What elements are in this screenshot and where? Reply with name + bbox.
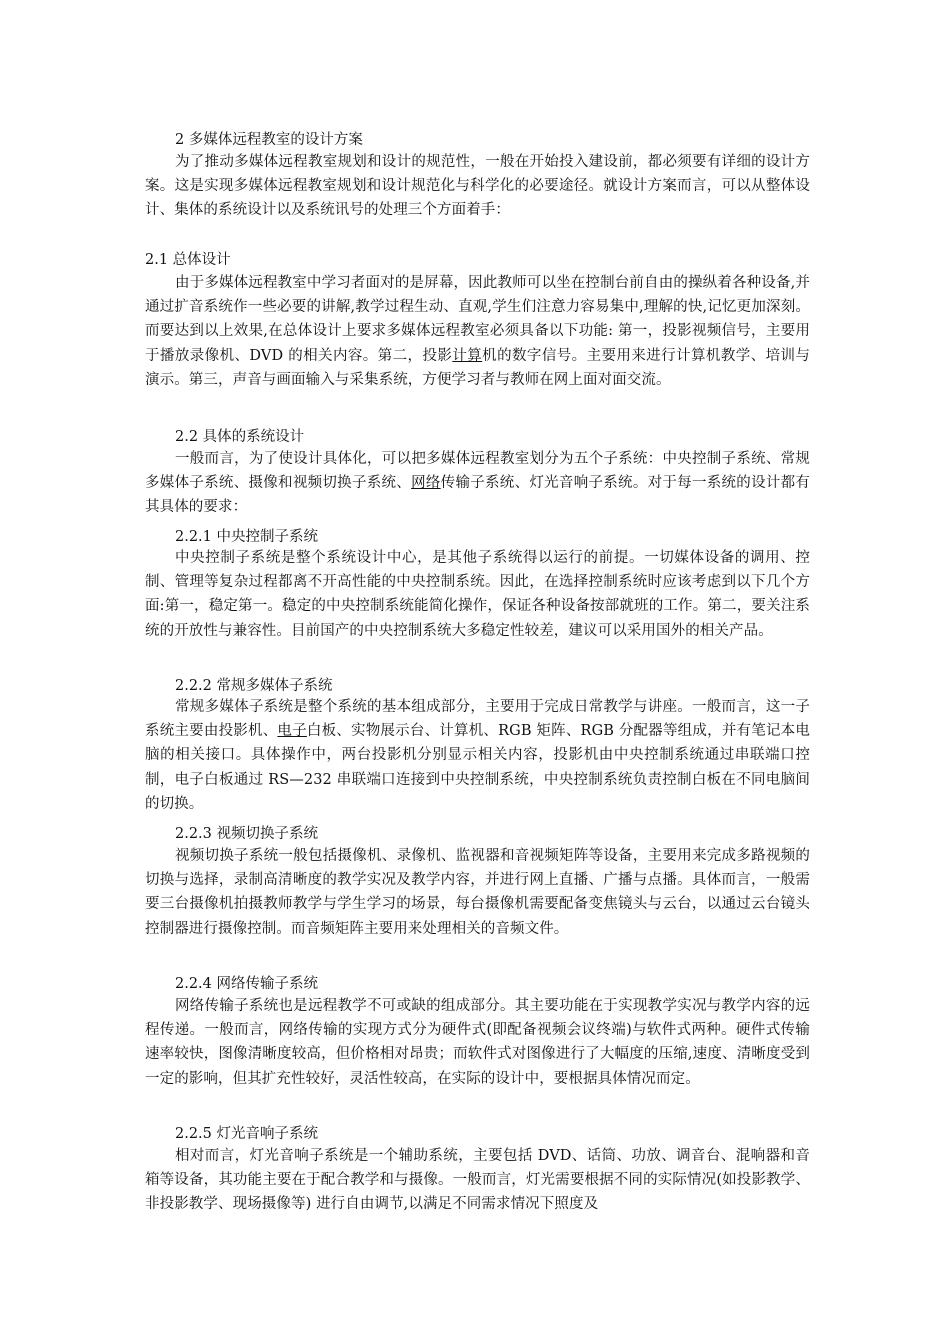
text-run: 机的数字信号。主要用来进行计算机教学、培训与演示。第三，声音与画面输入与采集系统，方便学习者与教师在网上面对面交流。 [145, 347, 811, 388]
section-2-2-5-paragraph: 相对而言，灯光音响子系统是一个辅助系统，主要包括 DVD、话筒、功放、调音台、混响器和音箱等设备，其功能主要在于配合教学和与摄像。一般而言，灯光需要根据不同的实际情况(如投影教学、非投影教学、现场摄像等) 进行自由调节,以满足不同需求情况下照度及 [145, 1148, 810, 1213]
section-2-2-5-heading: 2.2.5 灯光音响子系统 [175, 1126, 319, 1142]
section-2-2-4-paragraph: 网络传输子系统也是远程教学不可或缺的组成部分。其主要功能在于实现教学实况与教学内容的远程传递。一般而言，网络传输的实现方式分为硬件式(即配备视频会议终端)与软件式两种。硬件式传输速率较快，图像清晰度较高，但价格相对昂贵；而软件式对图像进行了大幅度的压缩,速度、清晰度受到一定的影响，但其扩充性较好，灵活性较高，在实际的设计中，要根据具体情况而定。 [145, 998, 810, 1087]
section-2-2-2-paragraph [145, 695, 810, 816]
section-2-2-3-heading: 2.2.3 视频切换子系统 [175, 826, 319, 842]
text-run: 白板、实物展示台、计算机、RGB 矩阵、RGB 分配器等组成，并有笔记本电脑的相关接口。具体操作中，两台投影机分别显示相关内容，投影机由中央控制系统通过串联端口控制，电子白板通过 RS—232 串联端口连接到中央控制系统，中央控制系统负责控制白板在不同电脑间的切换。 [145, 723, 810, 812]
text-run: 一般而言，为了使设计具体化，可以把多媒体远程教室划分为五个子系统：中央控制子系统、常规多媒体子系统、摄像和视频切换子系统、 [145, 451, 810, 492]
text-run: 常规多媒体子系统是整个系统的基本组成部分，主要用于完成日常教学与讲座。一般而言，这一子系统主要由投影机、 [145, 699, 810, 740]
section-2-2-1-heading: 2.2.1 中央控制子系统 [175, 529, 319, 545]
text-run: 传输子系统、灯光音响子系统。对于每一系统的设计都有其具体的要求： [145, 475, 811, 516]
section-2-2-heading: 2.2 具体的系统设计 [175, 429, 305, 445]
link-electronic[interactable]: 电子 [277, 723, 307, 740]
section-2-paragraph: 为了推动多媒体远程教室规划和设计的规范性，一般在开始投入建设前，都必须要有详细的设计方案。这是实现多媒体远程教室规划和设计规范化与科学化的必要途径。就设计方案而言，可以从整体设计、集体的系统设计以及系统讯号的处理三个方面着手： [145, 154, 810, 219]
section-2-2-2-heading: 2.2.2 常规多媒体子系统 [175, 678, 333, 694]
section-2-2-paragraph [145, 447, 810, 520]
section-2-heading: 2 多媒体远程教室的设计方案 [175, 132, 363, 148]
section-2-1-paragraph [145, 271, 810, 392]
text-run: 由于多媒体远程教室中学习者面对的是屏幕，因此教师可以坐在控制台前自由的操纵着各种设备,并通过扩音系统作一些必要的讲解,教学过程生动、直观,学生们注意力容易集中,理解的快,记忆更加深刻。而要达到以上效果,在总体设计上要求多媒体远程教室必须具备以下功能: 第一，投影视频信号，主要用于播放录像机、DVD 的相关内容。第二，投影 [145, 275, 810, 364]
section-2-2-1-paragraph: 中央控制子系统是整个系统设计中心，是其他子系统得以运行的前提。一切媒体设备的调用、控制、管理等复杂过程都离不开高性能的中央控制系统。因此，在选择控制系统时应该考虑到以下几个方面:第一，稳定第一。稳定的中央控制系统能简化操作，保证各种设备按部就班的工作。第二，要关注系统的开放性与兼容性。目前国产的中央控制系统大多稳定性较差，建议可以采用国外的相关产品。 [145, 550, 810, 639]
section-2-2-3-paragraph: 视频切换子系统一般包括摄像机、录像机、监视器和音视频矩阵等设备，主要用来完成多路视频的切换与选择，录制高清晰度的教学实况及教学内容，并进行网上直播、广播与点播。具体而言，一般需要三台摄像机拍摄教师教学与学生学习的场景，每台摄像机需要配备变焦镜头与云台，以通过云台镜头控制器进行摄像控制。而音频矩阵主要用来处理相关的音频文件。 [145, 848, 810, 937]
section-2-1-heading: 2.1 总体设计 [145, 252, 231, 268]
link-computing[interactable]: 计算 [452, 347, 483, 364]
link-network[interactable]: 网络 [411, 475, 441, 492]
section-2-2-4-heading: 2.2.4 网络传输子系统 [175, 976, 319, 992]
